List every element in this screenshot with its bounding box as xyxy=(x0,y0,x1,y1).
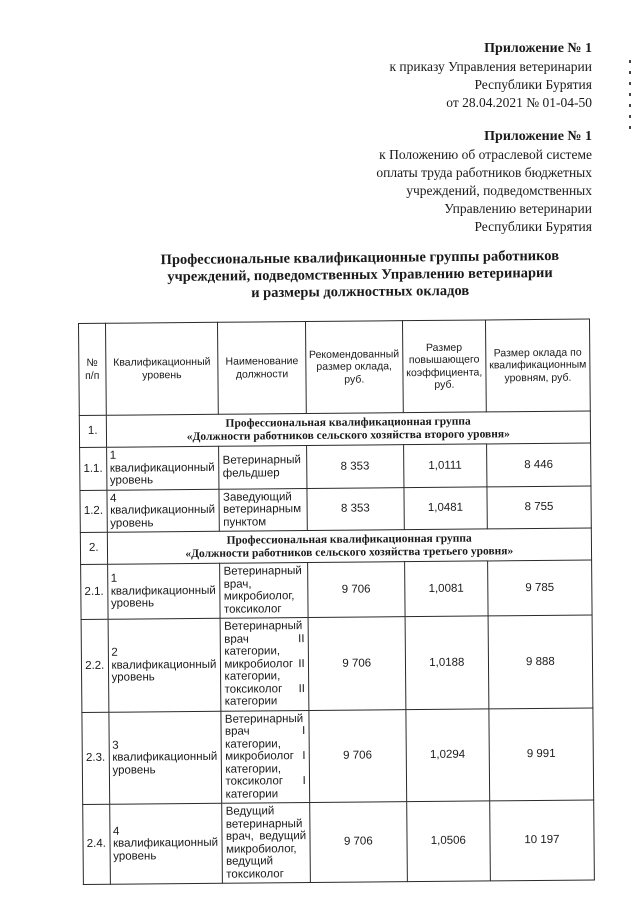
group-title-line: Профессиональная квалификационная группа xyxy=(225,415,471,430)
appendix-line: оплаты труда работников бюджетных xyxy=(376,165,592,180)
row-recommended: 9 706 xyxy=(309,709,407,802)
row-num: 2.2. xyxy=(81,619,108,712)
appendix-header-regulation xyxy=(376,128,592,236)
row-level: 3 квалификационный уровень xyxy=(108,711,222,804)
appendix-line: Республики Бурятия xyxy=(474,219,592,234)
row-coefficient: 1,0294 xyxy=(406,708,490,801)
table-row xyxy=(81,560,592,619)
row-num: 1.2. xyxy=(80,490,107,533)
group-title xyxy=(107,528,592,564)
row-level: 1 квалификационный уровень xyxy=(106,446,219,489)
table-row xyxy=(82,708,594,805)
appendix-line: к приказу Управления ветеринарии xyxy=(389,59,592,74)
title-line: Профессиональные квалификационные группы работников xyxy=(160,247,560,269)
row-recommended: 8 353 xyxy=(306,445,403,488)
group-num: 1. xyxy=(79,415,106,447)
header-salary: Размер оклада по квалификационным уровням, руб. xyxy=(485,319,590,412)
scan-edge-marks xyxy=(629,60,631,150)
row-recommended: 8 353 xyxy=(307,487,404,530)
row-level: 4 квалификационный уровень xyxy=(109,803,223,884)
row-position: Ветеринарный врач I категории, микробиолог I категории, токсиколог I категории xyxy=(221,710,309,803)
table-row xyxy=(83,800,595,884)
salary-table xyxy=(78,319,595,885)
row-coefficient: 1,0188 xyxy=(405,616,489,709)
group-num: 2. xyxy=(80,532,107,564)
group-title-line: «Должности работников сельского хозяйства третьего уровня» xyxy=(185,544,514,560)
header-num: № п/п xyxy=(79,323,106,415)
row-coefficient: 1,0506 xyxy=(407,801,491,882)
row-position: Заведующий ветеринарным пунктом xyxy=(219,488,307,531)
row-coefficient: 1,0481 xyxy=(404,486,487,529)
row-salary: 9 991 xyxy=(489,708,594,801)
row-position: Ведущий ветеринарный врач, ведущий микробиолог, ведущий токсиколог xyxy=(222,802,310,883)
appendix-line: к Положению об отраслевой системе xyxy=(379,147,592,162)
row-num: 2.1. xyxy=(81,564,108,619)
row-salary: 9 785 xyxy=(487,560,592,616)
group-title-line: «Должности работников сельского хозяйства второго уровня» xyxy=(186,427,510,443)
row-recommended: 9 706 xyxy=(309,802,407,883)
row-recommended: 9 706 xyxy=(308,617,406,710)
header-recommended: Рекомендованный размер оклада, руб. xyxy=(305,321,403,414)
table-row xyxy=(80,486,591,533)
row-salary: 9 888 xyxy=(488,615,593,708)
group-row xyxy=(80,528,591,564)
appendix-title: Приложение № 1 xyxy=(484,129,592,144)
table-row xyxy=(80,443,591,490)
row-position: Ветеринарный врач II категории, микробиолог II категории, токсиколог II категории xyxy=(221,618,309,711)
row-num: 2.3. xyxy=(82,712,109,805)
row-salary: 10 197 xyxy=(490,800,595,881)
row-level: 2 квалификационный уровень xyxy=(108,618,222,711)
table-header-row xyxy=(79,319,591,415)
document-title xyxy=(110,247,611,303)
row-salary: 8 446 xyxy=(486,443,591,486)
row-salary: 8 755 xyxy=(487,486,592,529)
row-num: 1.1. xyxy=(80,447,107,490)
row-num: 2.4. xyxy=(83,804,110,884)
header-level: Квалификационный уровень xyxy=(105,322,219,415)
title-line: учреждений, подведомственных Управлению ветеринарии xyxy=(167,264,553,286)
group-row xyxy=(79,411,590,447)
appendix-line: Управлению ветеринарии xyxy=(444,201,592,216)
group-title xyxy=(106,411,591,447)
appendix-line: Республики Бурятия xyxy=(474,77,592,92)
row-level: 4 квалификационный уровень xyxy=(106,489,219,532)
table-row xyxy=(81,615,593,712)
header-coefficient: Размер повышающего коэффициента, руб. xyxy=(402,320,486,413)
row-position: Ветеринарный врач, микробиолог, токсиколог xyxy=(220,563,308,619)
row-position: Ветеринарный фельдшер xyxy=(219,446,307,489)
group-title-line: Профессиональная квалификационная группа xyxy=(226,532,472,547)
appendix-title: Приложение № 1 xyxy=(484,41,592,56)
row-coefficient: 1,0081 xyxy=(404,561,487,617)
header-position: Наименование должности xyxy=(218,322,306,415)
row-coefficient: 1,0111 xyxy=(403,444,486,487)
row-recommended: 9 706 xyxy=(307,562,405,618)
appendix-line: учреждений, подведомственных xyxy=(406,183,592,198)
row-level: 1 квалификационный уровень xyxy=(107,563,220,619)
title-line: и размеры должностных окладов xyxy=(251,282,470,302)
appendix-header-order xyxy=(389,40,592,112)
appendix-line: от 28.04.2021 № 01-04-50 xyxy=(446,95,592,110)
